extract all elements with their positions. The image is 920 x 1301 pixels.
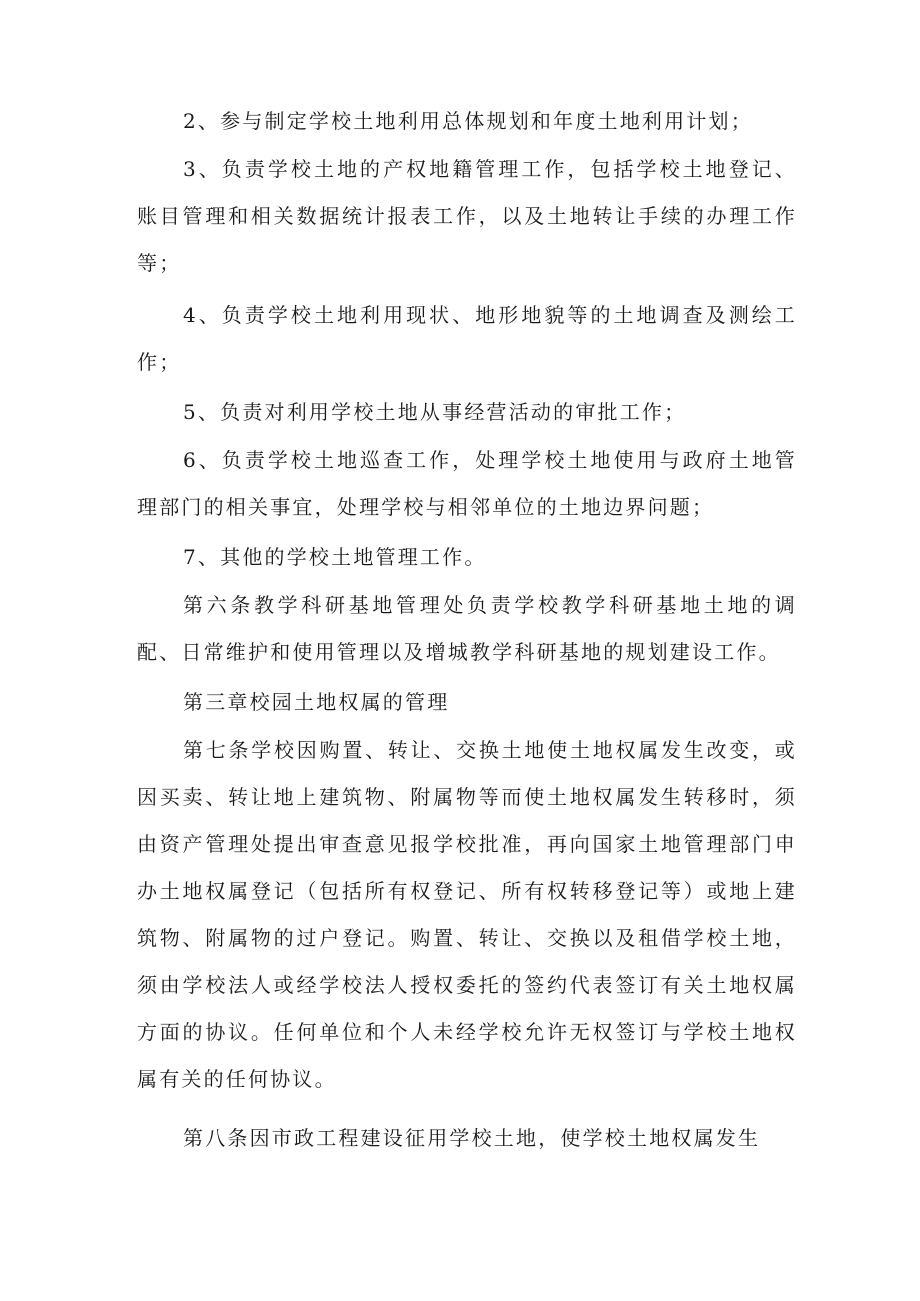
paragraph-item-2-clause: 2、参与制定学校土地利用总体规划和年度土地利用计划； — [183, 109, 753, 133]
chapter-heading-3: 第三章校园土地权属的管理 — [183, 690, 450, 714]
paragraph-article-6: 第六条教学科研基地管理处负责学校教学科研基地土地的调配、日常维护和使用管理以及增城教学科研基地的规划建设工作。 — [137, 593, 797, 664]
paragraph-item-6-clause: 6、负责学校土地巡查工作，处理学校土地使用与政府土地管理部门的相关事宜，处理学校与相邻单位的土地边界问题； — [137, 448, 797, 519]
paragraph-article-8: 第八条因市政工程建设征用学校土地，使学校土地权属发生 — [183, 1126, 761, 1150]
paragraph-item-7-clause: 7、其他的学校土地管理工作。 — [183, 545, 487, 569]
paragraph-item-4-clause: 4、负责学校土地利用现状、地形地貌等的土地调查及测绘工作； — [137, 303, 797, 374]
paragraph-item-3-clause: 3、负责学校土地的产权地籍管理工作，包括学校土地登记、账目管理和相关数据统计报表工作，以及土地转让手续的办理工作等； — [137, 157, 797, 275]
paragraph-item-5-clause: 5、负责对利用学校土地从事经营活动的审批工作； — [183, 400, 687, 424]
paragraph-article-7: 第七条学校因购置、转让、交换土地使土地权属发生改变，或因买卖、转让地上建筑物、附属物等而使土地权属发生转移时，须由资产管理处提出审查意见报学校批准，再向国家土地管理部门申办土地权属登记（包括所有权登记、所有权转移登记等）或地上建筑物、附属物的过户登记。购置、转让、交换以及租借学校土地，须由学校法人或经学校法人授权委托的签约代表签订有关土地权属方面的协议。任何单位和个人未经学校允许无权签订与学校土地权属有关的任何协议。 — [137, 738, 797, 1091]
